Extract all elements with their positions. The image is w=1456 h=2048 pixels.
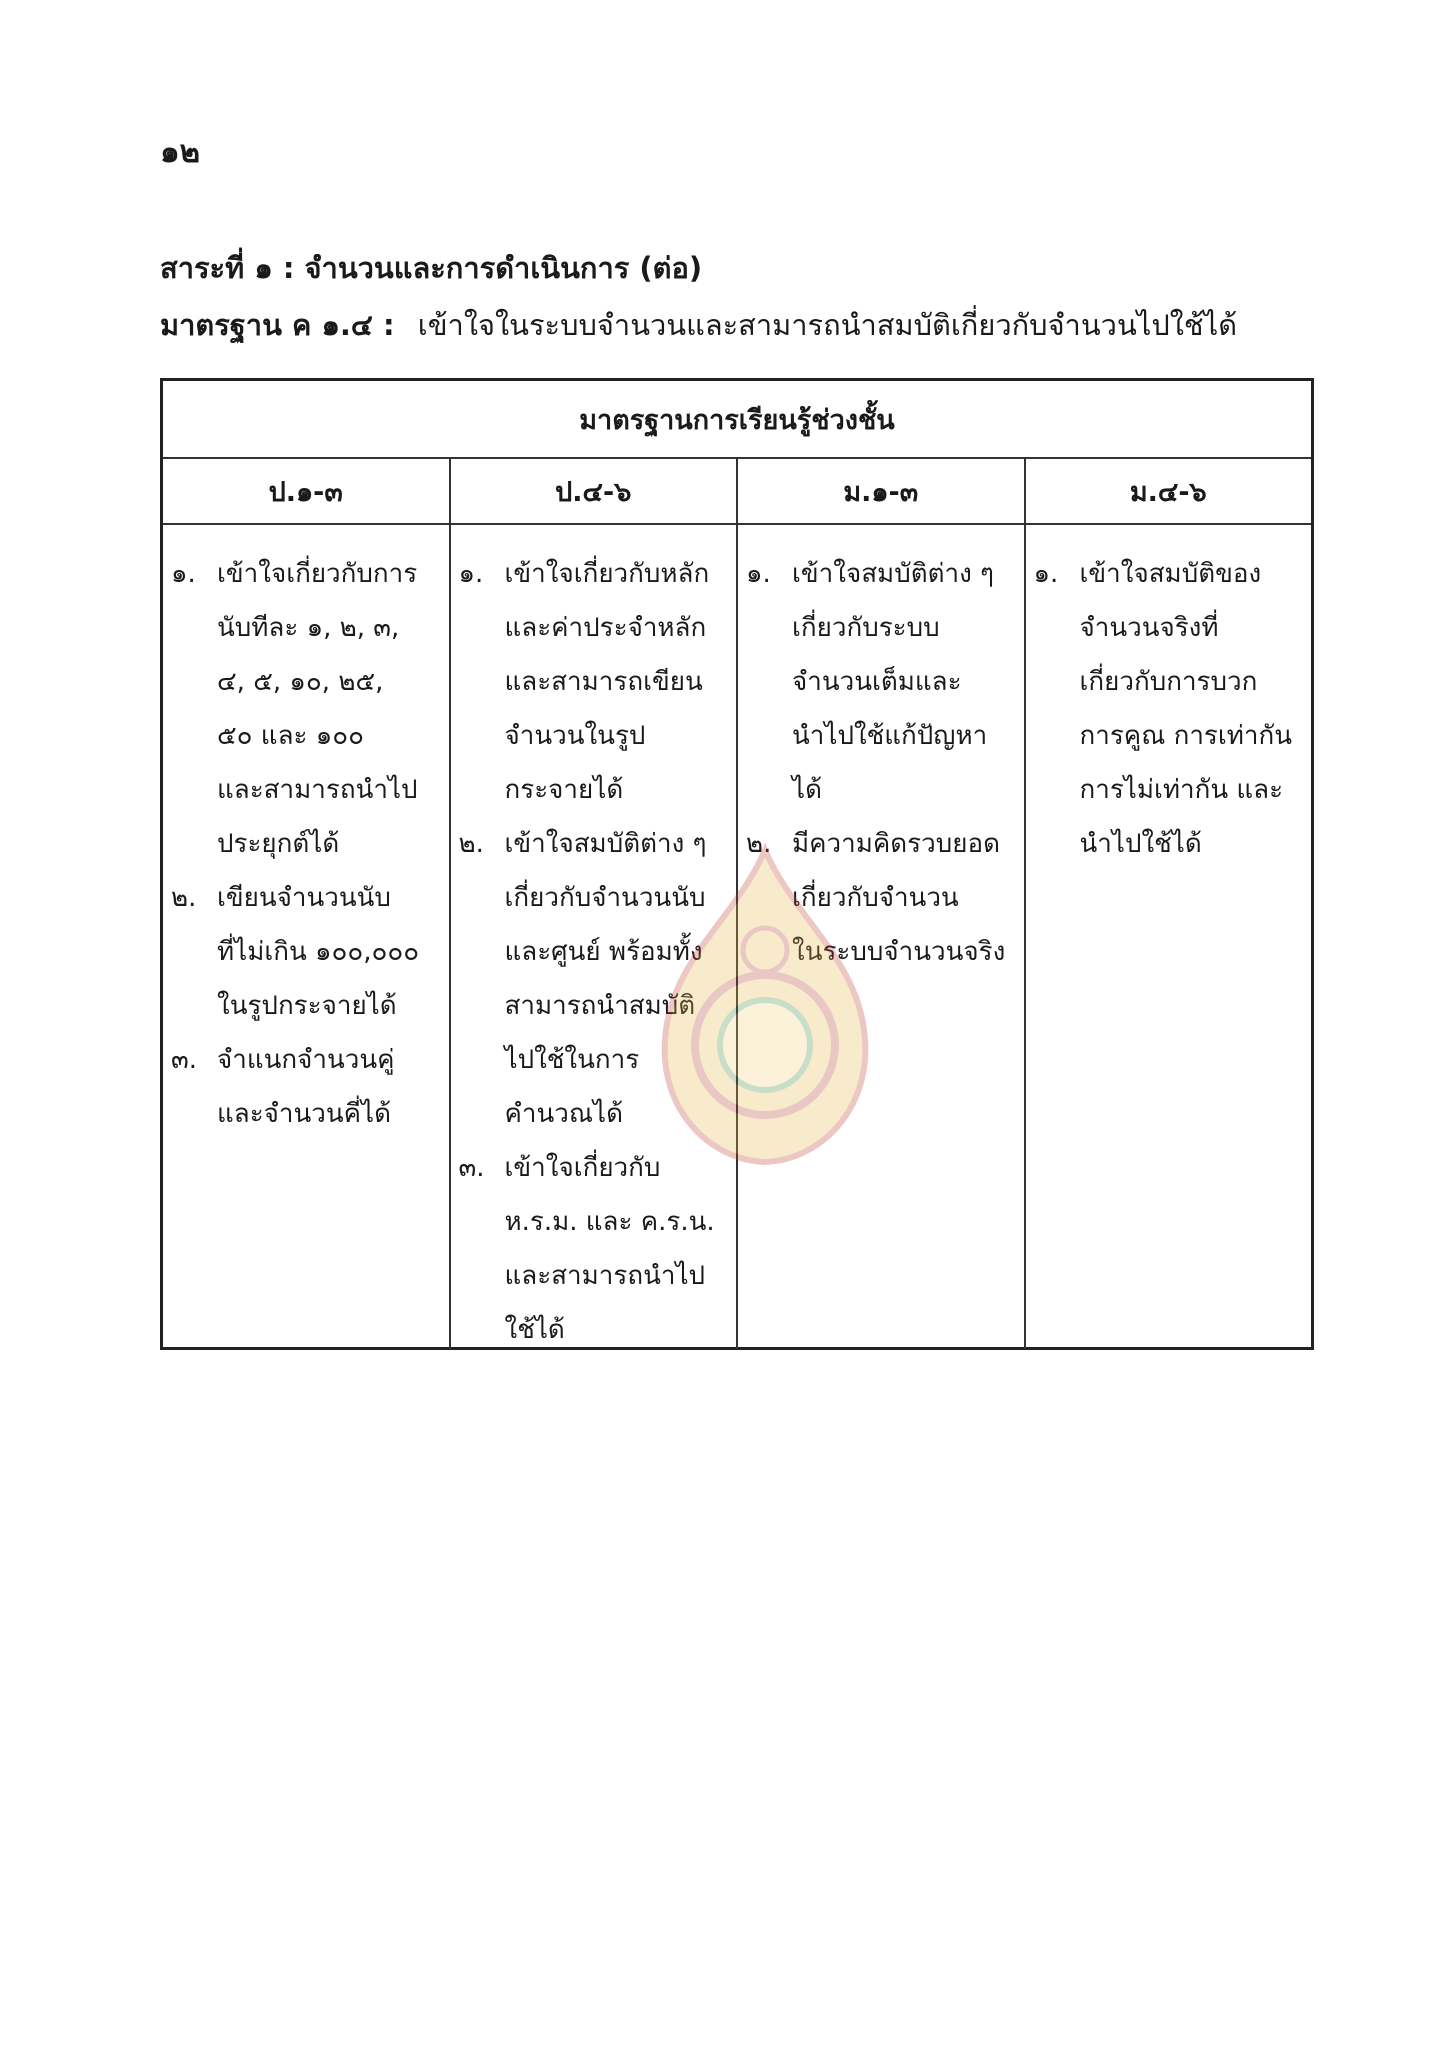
standard-label: มาตรฐาน ค ๑.๔ : bbox=[160, 308, 395, 342]
item-line: ไปใช้ในการ bbox=[504, 1045, 640, 1075]
item-text bbox=[217, 1033, 441, 1141]
item-line: นำไปใช้ได้ bbox=[1079, 829, 1202, 859]
item-line: เกี่ยวกับระบบ bbox=[792, 613, 940, 643]
item-line: เข้าใจเกี่ยวกับการ bbox=[217, 559, 418, 589]
item-text bbox=[217, 871, 441, 1033]
header-p4-6: ป.๔-๖ bbox=[451, 459, 739, 523]
item-line: ห.ร.ม. และ ค.ร.น. bbox=[504, 1207, 715, 1237]
column-p1-3 bbox=[163, 525, 451, 1349]
item-line: สามารถนำสมบัติ bbox=[504, 991, 696, 1021]
page-number: ๑๒ bbox=[160, 134, 201, 170]
item-line: และสามารถนำไป bbox=[217, 775, 418, 805]
standard-description: เข้าใจในระบบจำนวนและสามารถนำสมบัติเกี่ยวกับจำนวนไปใช้ได้ bbox=[417, 308, 1238, 342]
strand-title: สาระที่ ๑ : จำนวนและการดำเนินการ (ต่อ) bbox=[160, 251, 703, 285]
item-line: เข้าใจสมบัติของ bbox=[1079, 559, 1262, 589]
item-line: และสามารถนำไป bbox=[504, 1261, 706, 1291]
item-text bbox=[1080, 547, 1304, 871]
header-m1-3: ม.๑-๓ bbox=[738, 459, 1026, 523]
item-line: เกี่ยวกับจำนวนนับ bbox=[504, 883, 706, 913]
item-line: การคูณ การเท่ากัน bbox=[1079, 721, 1293, 751]
item-line: ใช้ได้ bbox=[504, 1315, 565, 1345]
item-line: นำไปใช้แก้ปัญหา bbox=[792, 721, 988, 751]
item-line: เขียนจำนวนนับ bbox=[217, 883, 391, 913]
item-number: ๑. bbox=[458, 559, 484, 589]
column-m4-6 bbox=[1026, 525, 1312, 1349]
list-item bbox=[171, 871, 441, 1033]
item-line: นับทีละ ๑, ๒, ๓, bbox=[217, 613, 400, 643]
table-header-row bbox=[163, 459, 1311, 525]
list-item bbox=[459, 547, 729, 817]
item-line: กระจายได้ bbox=[504, 775, 624, 805]
item-text bbox=[217, 547, 441, 871]
item-line: และค่าประจำหลัก bbox=[504, 613, 707, 643]
item-line: ในรูปกระจายได้ bbox=[217, 991, 397, 1021]
item-text bbox=[505, 1141, 729, 1357]
item-line: เข้าใจสมบัติต่าง ๆ bbox=[504, 829, 707, 859]
item-number: ๒. bbox=[171, 883, 197, 913]
item-line: ได้ bbox=[792, 775, 822, 805]
standard-line bbox=[160, 302, 1237, 348]
item-line: และศูนย์ พร้อมทั้ง bbox=[504, 937, 703, 967]
item-line: เข้าใจเกี่ยวกับ bbox=[504, 1153, 661, 1183]
item-number: ๒. bbox=[458, 829, 484, 859]
item-line: จำนวนจริงที่ bbox=[1079, 613, 1219, 643]
item-number: ๓. bbox=[171, 1045, 198, 1075]
item-text bbox=[505, 547, 729, 817]
list-item bbox=[746, 547, 1016, 817]
item-line: ที่ไม่เกิน ๑๐๐,๐๐๐ bbox=[217, 937, 420, 967]
item-line: จำแนกจำนวนคู่ bbox=[217, 1045, 395, 1075]
item-line: จำนวนเต็มและ bbox=[792, 667, 962, 697]
item-line: และจำนวนคี่ได้ bbox=[217, 1099, 391, 1129]
header-p1-3: ป.๑-๓ bbox=[163, 459, 451, 523]
item-number: ๑. bbox=[171, 559, 196, 589]
item-line: คำนวณได้ bbox=[504, 1099, 623, 1129]
item-text bbox=[792, 547, 1016, 817]
item-line: เกี่ยวกับการบวก bbox=[1079, 667, 1258, 697]
item-line: เกี่ยวกับจำนวน bbox=[792, 883, 959, 913]
list-item bbox=[1034, 547, 1304, 871]
item-line: ๔, ๕, ๑๐, ๒๕, bbox=[217, 667, 384, 697]
item-line: และสามารถเขียน bbox=[504, 667, 703, 697]
item-line: ในระบบจำนวนจริง bbox=[792, 937, 1006, 967]
item-line: จำนวนในรูป bbox=[504, 721, 646, 751]
list-item bbox=[459, 1141, 729, 1357]
item-line: มีความคิดรวบยอด bbox=[792, 829, 1000, 859]
item-line: เข้าใจสมบัติต่าง ๆ bbox=[792, 559, 994, 589]
table-title: มาตรฐานการเรียนรู้ช่วงชั้น bbox=[163, 381, 1311, 459]
item-number: ๑. bbox=[1033, 559, 1059, 589]
emblem-watermark-icon bbox=[640, 840, 890, 1170]
item-number: ๓. bbox=[458, 1153, 485, 1183]
item-number: ๒. bbox=[746, 829, 772, 859]
item-line: ๕๐ และ ๑๐๐ bbox=[217, 721, 364, 751]
item-number: ๑. bbox=[746, 559, 771, 589]
header-m4-6: ม.๔-๖ bbox=[1129, 476, 1207, 508]
item-line: การไม่เท่ากัน และ bbox=[1079, 775, 1284, 805]
item-line: ประยุกต์ได้ bbox=[217, 829, 340, 859]
item-line: เข้าใจเกี่ยวกับหลัก bbox=[504, 559, 710, 589]
list-item bbox=[171, 1033, 441, 1141]
list-item bbox=[171, 547, 441, 871]
